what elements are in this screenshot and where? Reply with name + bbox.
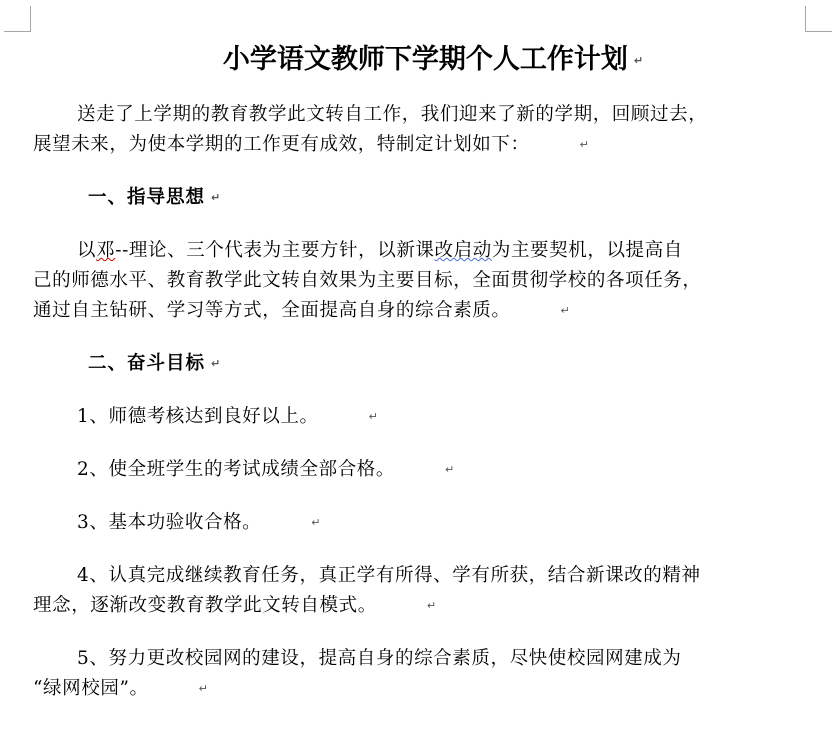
guiding-seg-3: --理论、三个代表为主要方针，以新课 (115, 240, 435, 261)
goal-item-text: 3、基本功验收合格。 (77, 512, 262, 533)
paragraph-mark-icon: ↵ (311, 516, 322, 529)
crop-mark-top-right-horizontal (805, 31, 832, 32)
guiding-ideology-paragraph[interactable] (33, 236, 833, 326)
guiding-seg-5: 为主要契机，以提高自 (491, 240, 683, 261)
paragraph-mark-icon: ↵ (211, 357, 222, 370)
guiding-line-3: 通过自主钻研、学习等方式，全面提高自身的综合素质。 (33, 300, 511, 321)
document-page (33, 38, 833, 704)
paragraph-mark-icon: ↵ (198, 682, 209, 695)
grammar-flag: 改启动 (434, 240, 492, 261)
goal-item-1[interactable] (33, 402, 833, 432)
intro-line-1: 送走了上学期的教育教学此文转自工作，我们迎来了新的学期，回顾过去， (77, 104, 708, 125)
paragraph-mark-icon: ↵ (211, 191, 222, 204)
intro-paragraph[interactable] (33, 100, 833, 160)
paragraph-mark-icon: ↵ (560, 304, 571, 317)
intro-line-2: 展望未来，为使本学期的工作更有成效，特制定计划如下： (33, 134, 530, 155)
paragraph-mark-icon: ↵ (444, 463, 455, 476)
goal-item-5-line-1: 5、努力更改校园网的建设，提高自身的综合素质，尽快使校园网建成为 (77, 648, 682, 669)
paragraph-mark-icon: ↵ (426, 599, 437, 612)
crop-mark-top-right-vertical (805, 6, 806, 32)
goal-item-5[interactable] (33, 644, 833, 704)
guiding-line-1 (33, 236, 833, 266)
goal-item-text: 1、师德考核达到良好以上。 (77, 406, 319, 427)
goal-item-text: 2、使全班学生的考试成绩全部合格。 (77, 459, 395, 480)
section-heading-goals[interactable] (33, 349, 833, 379)
paragraph-mark-icon: ↵ (579, 138, 590, 151)
goal-item-4-line-2: 理念，逐渐改变教育教学此文转自模式。 (33, 595, 377, 616)
guiding-line-2: 己的师德水平、教育教学此文转自效果为主要目标，全面贯彻学校的各项任务， (33, 270, 702, 291)
paragraph-mark-icon: ↵ (368, 410, 379, 423)
section-heading-text: 二、奋斗目标 (88, 353, 206, 374)
crop-mark-top-left-horizontal (4, 31, 31, 32)
goal-item-2[interactable] (33, 455, 833, 485)
guiding-seg-1: 以 (77, 240, 97, 261)
section-heading-text: 一、指导思想 (88, 187, 206, 208)
document-title-text: 小学语文教师下学期个人工作计划 (222, 44, 628, 75)
section-heading-guiding-ideology[interactable] (33, 183, 833, 213)
spelling-flag: 邓 (96, 240, 116, 261)
paragraph-mark-icon: ↵ (633, 53, 644, 67)
goal-item-4[interactable] (33, 561, 833, 621)
goal-item-4-line-1: 4、认真完成继续教育任务，真正学有所得、学有所获，结合新课改的精神 (77, 565, 701, 586)
goal-item-3[interactable] (33, 508, 833, 538)
goal-item-5-line-2: “绿网校园”。 (33, 678, 149, 699)
crop-mark-top-left-vertical (30, 6, 31, 32)
document-title[interactable] (33, 38, 833, 82)
